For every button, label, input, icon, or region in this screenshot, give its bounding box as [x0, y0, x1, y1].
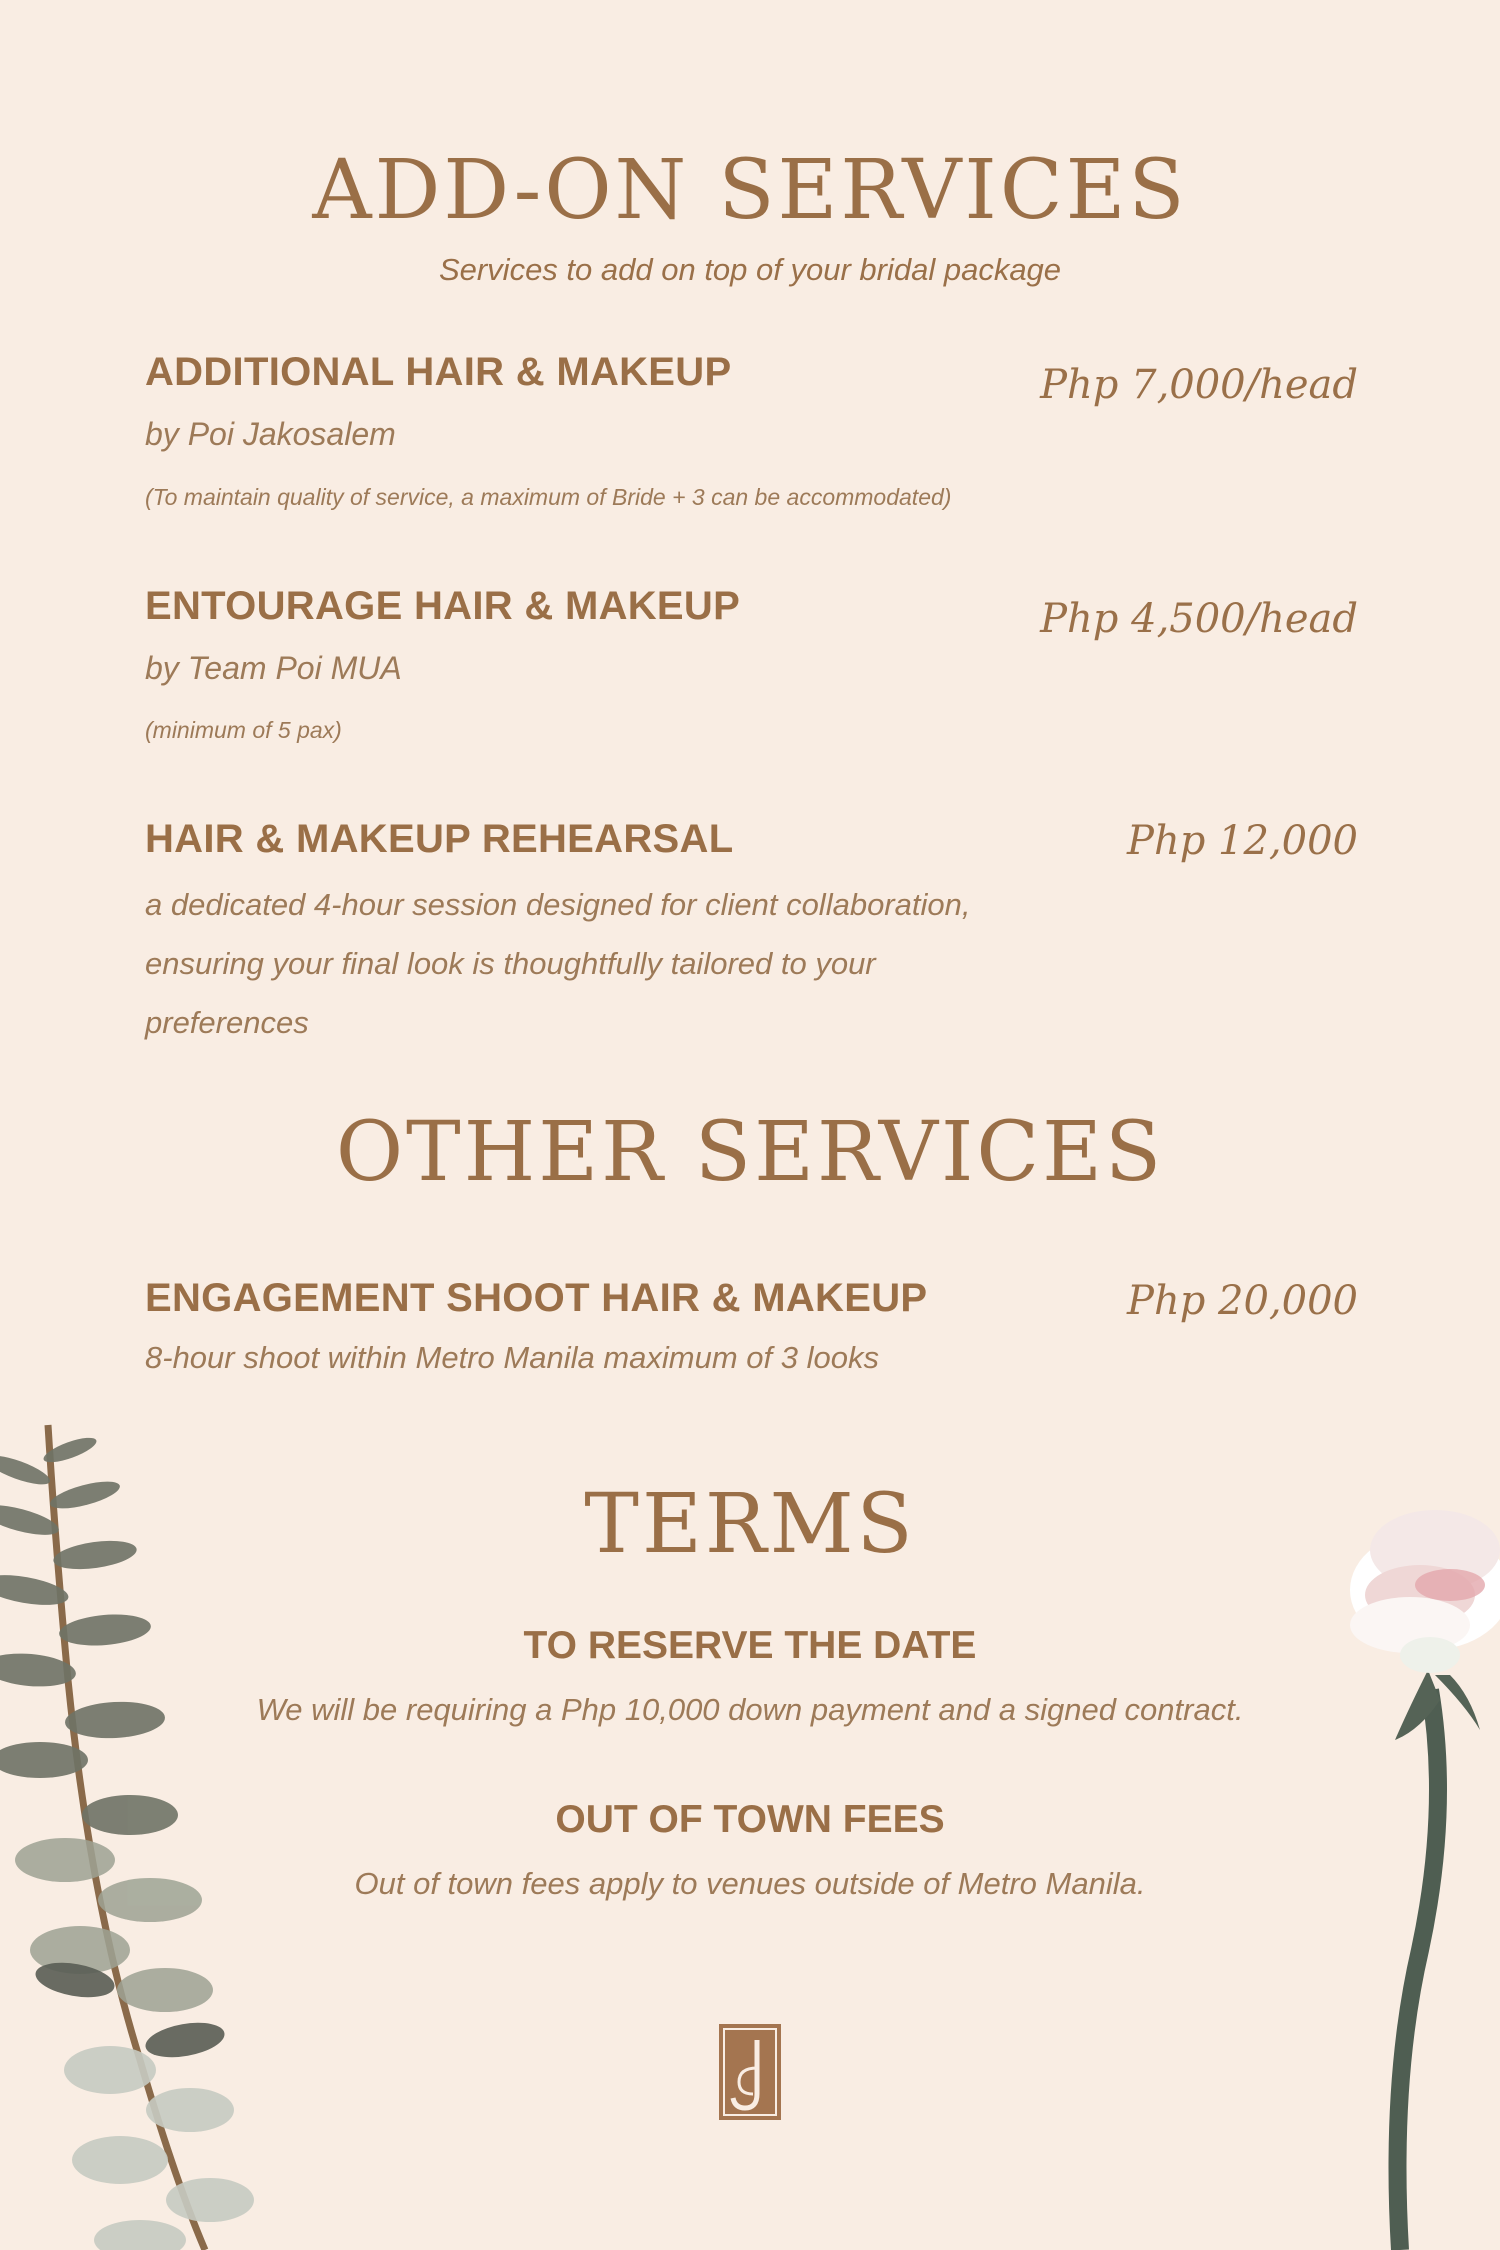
- price-entourage-hair-makeup: Php 4,500/head: [1040, 596, 1358, 642]
- term-heading-out-of-town: OUT OF TOWN FEES: [555, 1798, 945, 1841]
- service-entourage-hair-makeup: ENTOURAGE HAIR & MAKEUP: [145, 584, 741, 628]
- addon-title: ADD-ON SERVICES: [312, 143, 1188, 238]
- term-text-reserve: We will be requiring a Php 10,000 down payment and a signed contract.: [256, 1692, 1244, 1727]
- term-text-out-of-town: Out of town fees apply to venues outside of Metro Manila.: [354, 1866, 1146, 1901]
- other-services-title: OTHER SERVICES: [335, 1105, 1165, 1200]
- brand-monogram-icon: [717, 2022, 783, 2122]
- service-provider: by Team Poi MUA: [145, 650, 402, 686]
- term-heading-reserve: TO RESERVE THE DATE: [523, 1624, 977, 1667]
- description-line: preferences: [145, 1005, 309, 1040]
- price-hair-makeup-rehearsal: Php 12,000: [1127, 818, 1358, 864]
- service-note: (minimum of 5 pax): [145, 717, 342, 743]
- service-hair-makeup-rehearsal: HAIR & MAKEUP REHEARSAL: [145, 817, 734, 861]
- eucalyptus-branch-icon: [0, 1420, 260, 2250]
- service-provider: by Poi Jakosalem: [145, 416, 396, 452]
- service-description: [145, 875, 1045, 1052]
- service-note: (To maintain quality of service, a maximum of Bride + 3 can be accommodated): [145, 484, 952, 510]
- service-engagement-shoot: ENGAGEMENT SHOOT HAIR & MAKEUP: [145, 1276, 928, 1320]
- service-additional-hair-makeup: ADDITIONAL HAIR & MAKEUP: [145, 350, 732, 394]
- price-engagement-shoot: Php 20,000: [1127, 1278, 1358, 1324]
- addon-subtitle: Services to add on top of your bridal package: [438, 252, 1062, 287]
- description-line: a dedicated 4-hour session designed for client collaboration,: [145, 887, 971, 922]
- price-additional-hair-makeup: Php 7,000/head: [1040, 362, 1358, 408]
- terms-title: TERMS: [584, 1477, 916, 1572]
- service-description: 8-hour shoot within Metro Manila maximum of 3 looks: [145, 1340, 879, 1375]
- carnation-flower-icon: [1300, 1480, 1500, 2250]
- description-line: ensuring your final look is thoughtfully tailored to your: [145, 946, 876, 981]
